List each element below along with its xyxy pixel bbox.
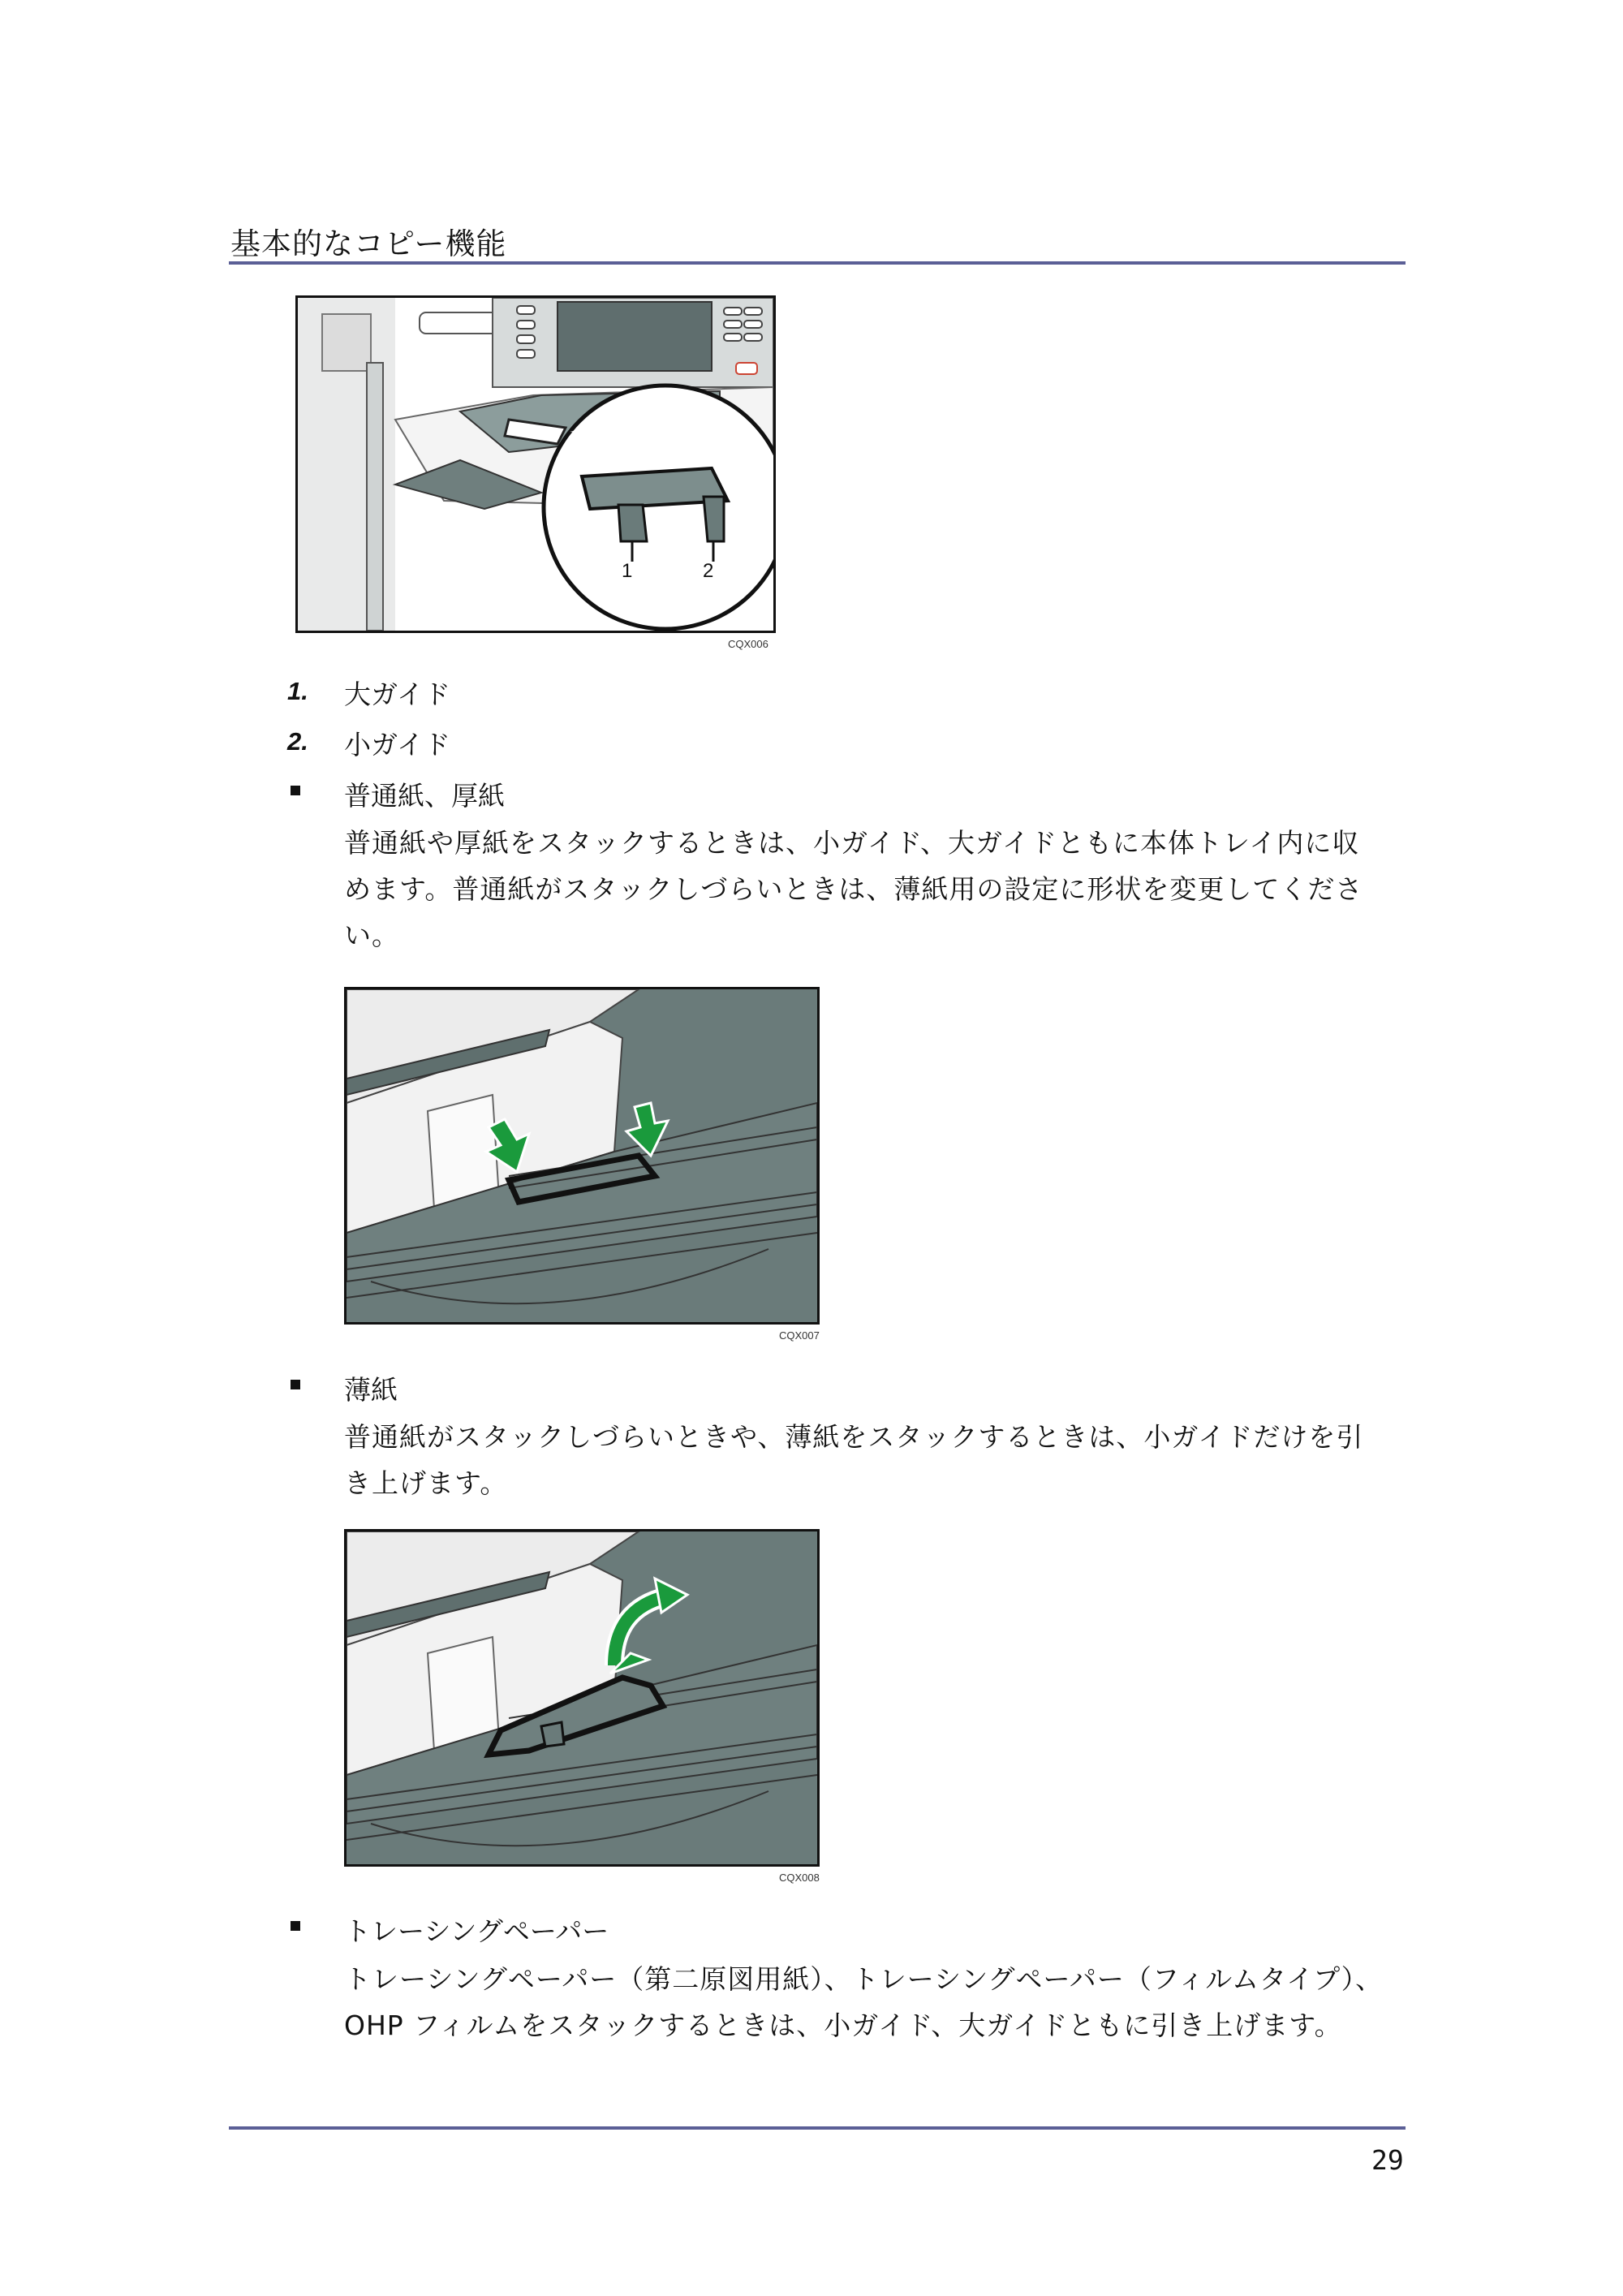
small-guide-raised-illustration xyxy=(347,1531,817,1864)
figure-code: CQX008 xyxy=(779,1872,820,1884)
bullet xyxy=(291,786,300,795)
section-heading-tracing: トレーシングペーパー xyxy=(344,1915,609,1947)
bullet xyxy=(291,1921,300,1931)
item-number: 1. xyxy=(287,677,308,705)
callout-1: 1 xyxy=(622,560,633,582)
body-line: 普通紙や厚紙をスタックするときは、小ガイド、大ガイドともに本体トレイ内に収 xyxy=(344,827,1360,859)
figure-code: CQX006 xyxy=(728,638,768,650)
body-line: い。 xyxy=(344,920,399,951)
callout-2: 2 xyxy=(703,560,714,582)
figure-cqx007 xyxy=(344,987,820,1325)
body-line: めます。普通紙がスタックしづらいときは、薄紙用の設定に形状を変更してくださ xyxy=(344,873,1363,905)
item-label-small-guide: 小ガイド xyxy=(344,729,451,760)
item-number: 2. xyxy=(287,727,308,756)
item-label-large-guide: 大ガイド xyxy=(344,678,451,710)
guides-lowered-illustration xyxy=(347,989,817,1322)
page-number: 29 xyxy=(1371,2144,1404,2176)
body-line: OHP フィルムをスタックするときは、小ガイド、大ガイドともに引き上げます。 xyxy=(344,2010,1342,2041)
body-line: 普通紙がスタックしづらいときや、薄紙をスタックするときは、小ガイドだけを引 xyxy=(344,1421,1364,1453)
section-body-thin xyxy=(344,1414,1415,1506)
section-heading-plain-thick: 普通紙、厚紙 xyxy=(344,780,505,812)
section-body-tracing xyxy=(344,1956,1415,2048)
body-line: き上げます。 xyxy=(344,1467,508,1499)
bullet xyxy=(291,1380,300,1389)
section-heading-thin: 薄紙 xyxy=(344,1374,398,1406)
header-rule xyxy=(229,261,1406,265)
footer-rule xyxy=(229,2126,1406,2130)
page-header-title: 基本的なコピー機能 xyxy=(230,226,507,261)
figure-code: CQX007 xyxy=(779,1329,820,1342)
body-line: トレーシングペーパー（第二原図用紙）、トレーシングペーパー（フィルムタイプ）、 xyxy=(344,1963,1384,1995)
section-body-plain-thick xyxy=(344,820,1415,958)
figure-cqx008 xyxy=(344,1529,820,1867)
